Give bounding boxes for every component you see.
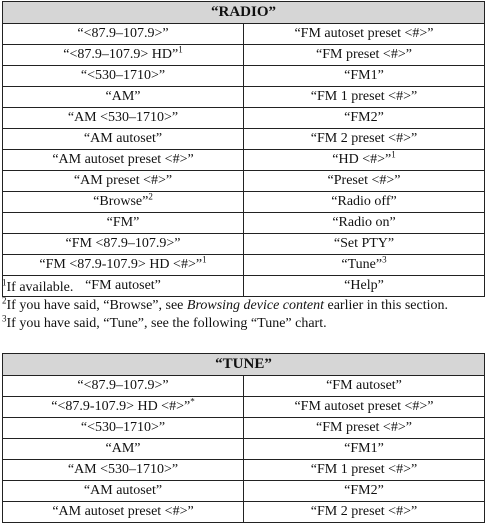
voice-command-cell-right bbox=[244, 418, 485, 439]
voice-command-cell-left bbox=[3, 502, 244, 523]
table-row bbox=[3, 376, 485, 397]
voice-command-cell-right bbox=[244, 376, 485, 397]
voice-command-text: “FM2” bbox=[344, 483, 384, 498]
voice-command-text: “AM <530–1710>” bbox=[67, 110, 179, 125]
footnote-text: If you have said, “Tune”, see the following “Tune” chart. bbox=[6, 316, 327, 331]
voice-command-cell-right bbox=[244, 397, 485, 418]
voice-command-text: “Radio on” bbox=[332, 215, 396, 230]
voice-command-cell-right bbox=[244, 439, 485, 460]
voice-command-text: “FM2” bbox=[344, 110, 384, 125]
footnote-reference-mark: * bbox=[190, 396, 195, 407]
footnote-text-continued: earlier in this section. bbox=[324, 298, 449, 313]
table-row bbox=[3, 171, 485, 192]
footnote-2 bbox=[2, 295, 488, 314]
voice-command-text: “FM <87.9-107.9> HD <#>” bbox=[39, 257, 203, 272]
voice-command-cell-left bbox=[3, 192, 244, 213]
voice-command-text: “Browse” bbox=[93, 194, 149, 209]
voice-command-text: “Set PTY” bbox=[333, 236, 395, 251]
voice-command-text: “HD <#>” bbox=[332, 152, 392, 167]
table-row bbox=[3, 129, 485, 150]
voice-command-cell-left bbox=[3, 234, 244, 255]
voice-command-text: “<530–1710>” bbox=[80, 68, 166, 83]
voice-command-text: “<87.9-107.9> HD <#>” bbox=[51, 399, 191, 414]
voice-command-cell-right bbox=[244, 45, 485, 66]
voice-command-cell-right bbox=[244, 213, 485, 234]
voice-command-cell-left bbox=[3, 439, 244, 460]
voice-command-cell-right bbox=[244, 481, 485, 502]
tune-header-row bbox=[3, 354, 485, 376]
voice-command-text: “Tune” bbox=[341, 257, 383, 272]
table-row bbox=[3, 234, 485, 255]
voice-command-text: “FM autoset” bbox=[85, 278, 161, 293]
voice-command-cell-left bbox=[3, 150, 244, 171]
voice-command-text: “AM autoset preset <#>” bbox=[52, 152, 194, 167]
voice-command-cell-right bbox=[244, 171, 485, 192]
voice-command-cell-left bbox=[3, 171, 244, 192]
footnote-reference-mark: 3 bbox=[382, 254, 387, 265]
table-row bbox=[3, 66, 485, 87]
table-row bbox=[3, 460, 485, 481]
voice-command-cell-right bbox=[244, 460, 485, 481]
footnote-reference-mark: 1 bbox=[178, 44, 183, 55]
table-row bbox=[3, 150, 485, 171]
voice-command-cell-left bbox=[3, 418, 244, 439]
voice-command-text: “<87.9–107.9>” bbox=[77, 26, 169, 41]
voice-command-text: “FM1” bbox=[344, 68, 384, 83]
footnote-text: If you have said, “Browse”, see bbox=[6, 298, 187, 313]
voice-command-text: “FM 2 preset <#>” bbox=[310, 504, 418, 519]
voice-command-text: “AM autoset preset <#>” bbox=[52, 504, 194, 519]
footnote-mark: 3 bbox=[2, 313, 7, 324]
voice-command-cell-right bbox=[244, 192, 485, 213]
table-row bbox=[3, 24, 485, 45]
voice-command-text: “AM <530–1710>” bbox=[67, 462, 179, 477]
footnote-1 bbox=[2, 277, 488, 296]
voice-command-cell-left bbox=[3, 376, 244, 397]
table-row bbox=[3, 87, 485, 108]
voice-command-cell-left bbox=[3, 397, 244, 418]
table-row bbox=[3, 418, 485, 439]
voice-command-text: “<87.9–107.9> HD” bbox=[63, 47, 179, 62]
voice-command-text: “FM 1 preset <#>” bbox=[310, 89, 418, 104]
voice-command-text: “Preset <#>” bbox=[327, 173, 401, 188]
voice-command-text: “FM preset <#>” bbox=[316, 420, 412, 435]
voice-command-cell-left bbox=[3, 481, 244, 502]
footnote-text: If available. bbox=[6, 280, 74, 295]
voice-command-text: “Radio off” bbox=[331, 194, 397, 209]
voice-command-cell-right bbox=[244, 502, 485, 523]
voice-command-text: “Help” bbox=[344, 278, 384, 293]
footnotes bbox=[2, 277, 488, 334]
voice-command-text: “AM autoset” bbox=[83, 131, 163, 146]
voice-command-cell-right bbox=[244, 150, 485, 171]
voice-command-text: “FM 2 preset <#>” bbox=[310, 131, 418, 146]
tune-commands-table bbox=[2, 353, 485, 523]
voice-command-cell-left bbox=[3, 460, 244, 481]
table-row bbox=[3, 255, 485, 276]
table-row bbox=[3, 439, 485, 460]
voice-command-cell-left bbox=[3, 45, 244, 66]
voice-command-text: “AM” bbox=[105, 89, 141, 104]
voice-command-text: “<530–1710>” bbox=[80, 420, 166, 435]
voice-command-cell-left bbox=[3, 66, 244, 87]
voice-command-cell-left bbox=[3, 255, 244, 276]
voice-command-text: “FM autoset preset <#>” bbox=[294, 26, 434, 41]
radio-commands-table bbox=[2, 1, 485, 297]
voice-command-text: “AM preset <#>” bbox=[73, 173, 173, 188]
footnote-mark: 1 bbox=[2, 277, 7, 288]
footnote-3 bbox=[2, 313, 488, 332]
voice-command-cell-left bbox=[3, 87, 244, 108]
table-row bbox=[3, 192, 485, 213]
voice-command-cell-left bbox=[3, 129, 244, 150]
voice-command-text: “FM autoset” bbox=[326, 378, 402, 393]
table-row bbox=[3, 45, 485, 66]
voice-command-text: “FM <87.9–107.9>” bbox=[65, 236, 181, 251]
footnote-mark: 2 bbox=[2, 295, 7, 306]
table-row bbox=[3, 213, 485, 234]
voice-command-cell-right bbox=[244, 66, 485, 87]
radio-header-row bbox=[3, 2, 485, 24]
voice-command-cell-right bbox=[244, 24, 485, 45]
voice-command-cell-right bbox=[244, 234, 485, 255]
tune-table-header: “TUNE” bbox=[3, 354, 485, 376]
tune-table-body bbox=[3, 376, 485, 523]
footnote-reference-mark: 2 bbox=[148, 191, 153, 202]
voice-command-cell-right bbox=[244, 255, 485, 276]
voice-command-cell-right bbox=[244, 87, 485, 108]
table-row bbox=[3, 397, 485, 418]
table-row bbox=[3, 481, 485, 502]
radio-table-header: “RADIO” bbox=[3, 2, 485, 24]
footnote-reference-title: Browsing device content bbox=[186, 298, 324, 313]
voice-command-text: “FM1” bbox=[344, 441, 384, 456]
voice-command-cell-right bbox=[244, 108, 485, 129]
voice-command-cell-right bbox=[244, 129, 485, 150]
voice-command-text: “AM autoset” bbox=[83, 483, 163, 498]
table-row bbox=[3, 108, 485, 129]
voice-command-text: “FM 1 preset <#>” bbox=[310, 462, 418, 477]
voice-command-text: “AM” bbox=[105, 441, 141, 456]
voice-command-cell-left bbox=[3, 108, 244, 129]
voice-command-text: “FM preset <#>” bbox=[316, 47, 412, 62]
voice-command-text: “FM autoset preset <#>” bbox=[294, 399, 434, 414]
footnote-reference-mark: 1 bbox=[391, 149, 396, 160]
radio-table-body bbox=[3, 24, 485, 297]
voice-command-cell-left bbox=[3, 24, 244, 45]
voice-command-text: “<87.9–107.9>” bbox=[77, 378, 169, 393]
table-row bbox=[3, 502, 485, 523]
voice-command-text: “FM” bbox=[106, 215, 140, 230]
voice-command-cell-left bbox=[3, 213, 244, 234]
footnote-reference-mark: 1 bbox=[202, 254, 207, 265]
